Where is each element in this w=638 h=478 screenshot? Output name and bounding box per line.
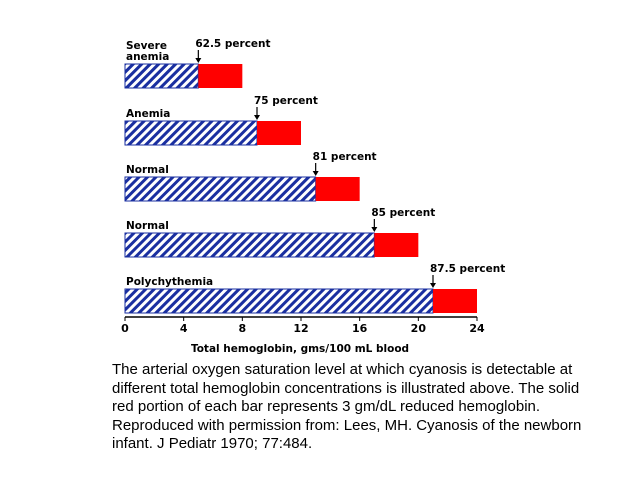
x-tick-label: 12 [293,322,309,335]
arrow-head [254,115,260,120]
bar-hatched-segment [125,64,198,88]
bar-red-segment [257,121,301,145]
x-tick-label: 20 [410,322,426,335]
saturation-annotation: 75 percent [254,95,318,107]
x-tick-label: 16 [352,322,368,335]
bar-hatched-segment [125,233,374,257]
bar-red-segment [316,177,360,201]
x-tick-label: 24 [469,322,485,335]
bar-red-segment [374,233,418,257]
bar-hatched-segment [125,289,433,313]
arrow-head [371,227,377,232]
x-tick-label: 4 [179,322,188,335]
arrow-head [313,171,319,176]
category-label: Anemia [126,108,171,120]
arrow-head [195,58,201,63]
category-label: Normal [126,220,169,232]
category-label: Polychythemia [126,276,214,288]
category-label: Normal [126,164,169,176]
x-axis [121,317,485,335]
x-axis-title: Total hemoglobin, gms/100 mL blood [190,343,410,355]
bar-red-segment [198,64,242,88]
saturation-annotation: 85 percent [371,207,436,219]
saturation-annotation: 81 percent [312,151,377,163]
bar-hatched-segment [125,121,257,145]
bar-red-segment [433,289,477,313]
saturation-annotation: 87.5 percent [430,263,506,275]
saturation-annotation: 62.5 percent [195,38,271,50]
category-label: Severe [126,40,167,52]
figure-caption: The arterial oxygen saturation level at which cyanosis is detectable at different total hemoglobin concentrations is illustrated above. The solid red portion of each bar represents 3 gm/dL reduced hemoglobin. Reproduced with permission from: Lees, MH. Cyanosis of the newborn infant. J Pediatr 1970; 77:484. [112,361,582,453]
bar-hatched-segment [125,177,316,201]
x-tick-label: 8 [238,322,247,335]
x-tick-label: 0 [121,322,129,335]
category-label: anemia [126,51,170,63]
arrow-head [430,283,436,288]
